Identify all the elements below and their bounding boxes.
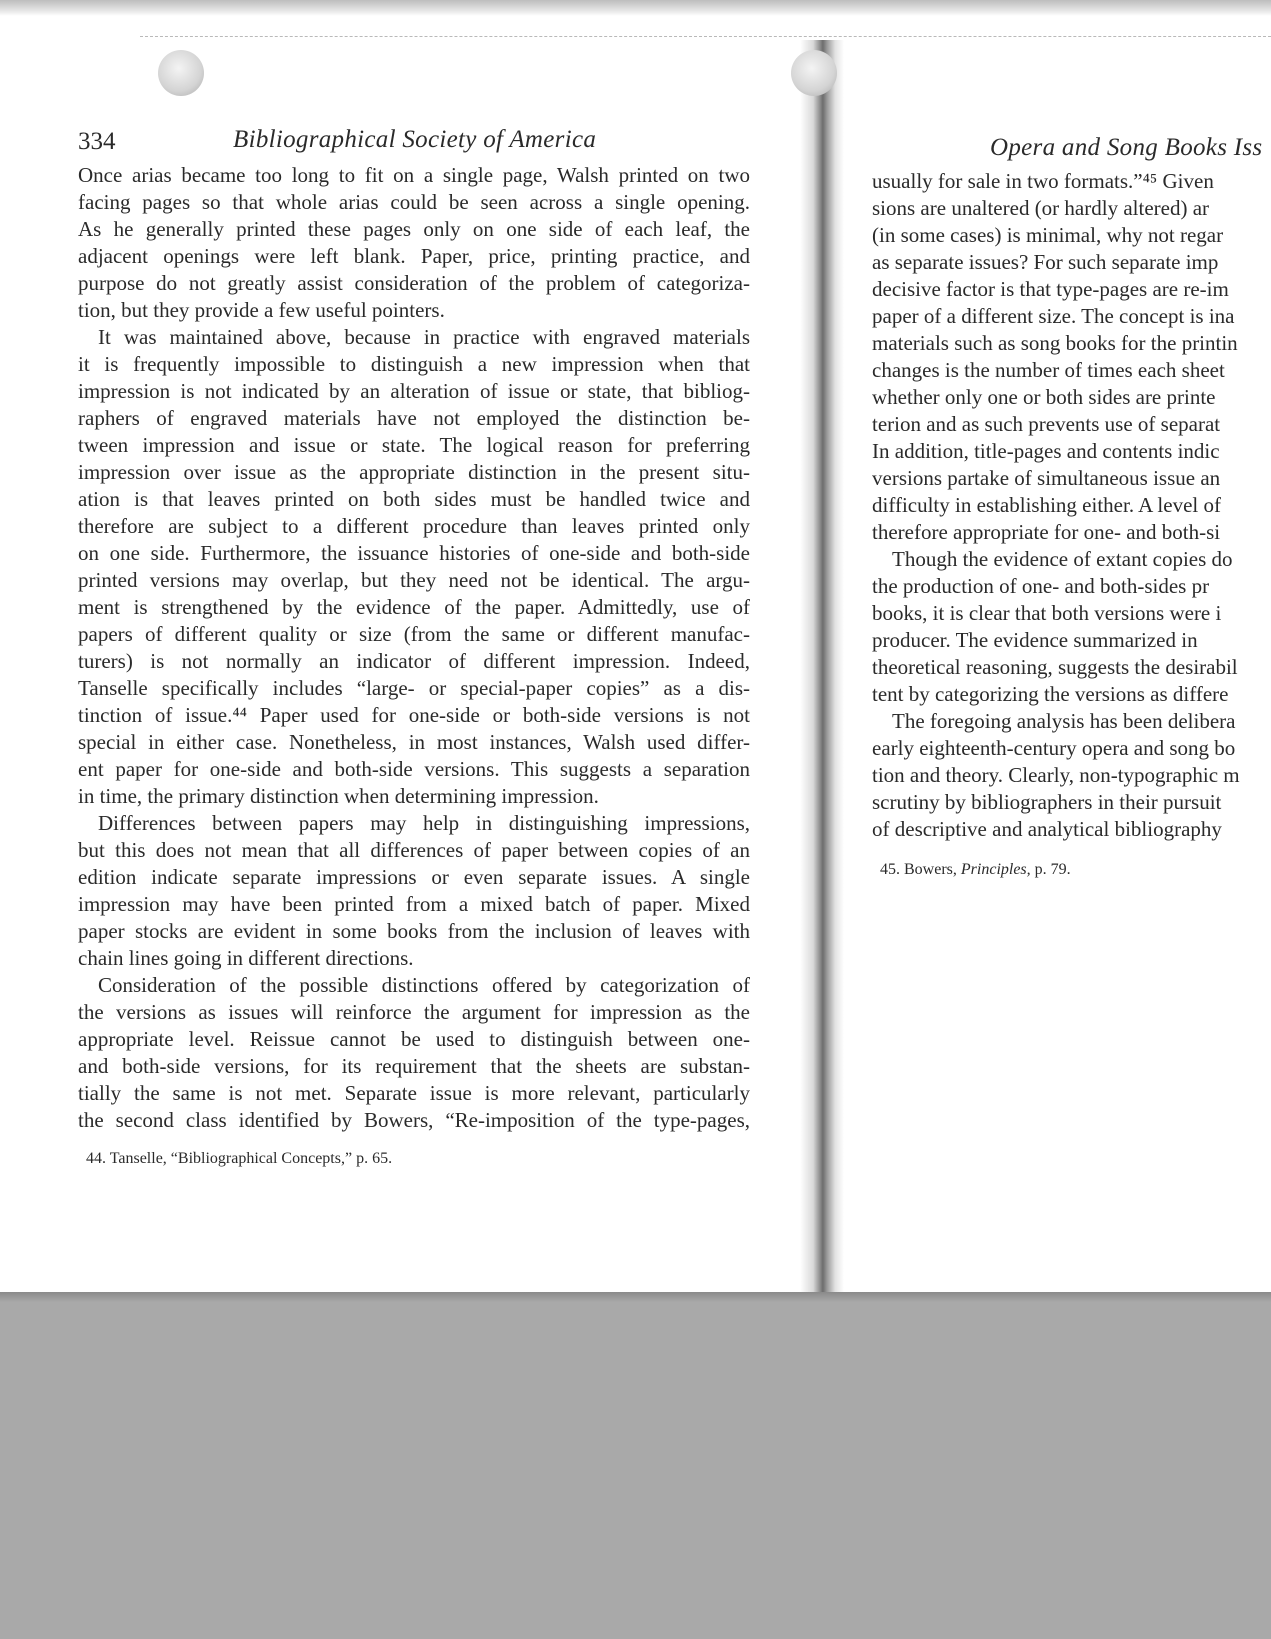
punch-hole-right xyxy=(791,50,837,96)
left-page-text-line: tially the same is not met. Separate issue is more relevant, particularly xyxy=(78,1081,750,1105)
footnote-45-page: p. 79. xyxy=(1034,861,1071,878)
footnote-45-title: Principles, xyxy=(960,861,1031,878)
left-page-text-line: on one side. Furthermore, the issuance histories of one-side and both-side xyxy=(78,541,750,565)
right-page-text-line: decisive factor is that type-pages are re-im xyxy=(872,277,1229,301)
right-page-text-line: paper of a different size. The concept is ina xyxy=(872,304,1235,328)
left-page-header xyxy=(78,124,750,162)
right-page-text-line: producer. The evidence summarized in xyxy=(872,628,1198,652)
left-page-text-line: tion, but they provide a few useful pointers. xyxy=(78,298,445,322)
left-page-text-line: adjacent openings were left blank. Paper, price, printing practice, and xyxy=(78,244,750,268)
right-page-text-line: whether only one or both sides are printe xyxy=(872,385,1216,409)
left-page-text-line: facing pages so that whole arias could be seen across a single opening. xyxy=(78,190,750,214)
left-page-text-line: ment is strengthened by the evidence of the paper. Admittedly, use of xyxy=(78,595,750,619)
right-page-text-line: sions are unaltered (or hardly altered) ar xyxy=(872,196,1210,220)
scan-bottom-shadow xyxy=(0,1292,1271,1302)
left-page-text-line: therefore are subject to a different procedure than leaves printed only xyxy=(78,514,750,538)
left-page-text-line: Differences between papers may help in distinguishing impressions, xyxy=(98,811,750,835)
right-page-text-line: Though the evidence of extant copies do xyxy=(892,547,1233,571)
left-page-text-line: As he generally printed these pages only on one side of each leaf, the xyxy=(78,217,750,241)
footnote-45-number: 45. xyxy=(880,861,900,878)
right-page-text-line: changes is the number of times each sheet xyxy=(872,358,1225,382)
left-page-text-line: ent paper for one-side and both-side versions. This suggests a separation xyxy=(78,757,750,781)
footnote-45 xyxy=(872,859,1271,881)
left-page-text-line: raphers of engraved materials have not employed the distinction be- xyxy=(78,406,750,430)
right-page-text-line: early eighteenth-century opera and song bo xyxy=(872,736,1236,760)
right-page-text-line: versions partake of simultaneous issue an xyxy=(872,466,1221,490)
left-page-text-line: paper stocks are evident in some books from the inclusion of leaves with xyxy=(78,919,750,943)
right-page-text-line: tion and theory. Clearly, non-typographic m xyxy=(872,763,1240,787)
left-page-text-line: tween impression and issue or state. The logical reason for preferring xyxy=(78,433,750,457)
left-page-text-line: in time, the primary distinction when determining impression. xyxy=(78,784,599,808)
left-page-text-line: impression may have been printed from a mixed batch of paper. Mixed xyxy=(78,892,750,916)
left-page-text-line: tinction of issue.⁴⁴ Paper used for one-side or both-side versions is not xyxy=(78,703,750,727)
left-page-text-line: the versions as issues will reinforce the argument for impression as the xyxy=(78,1000,750,1024)
right-page-header xyxy=(872,130,1271,168)
right-page xyxy=(872,130,1271,881)
right-page-text-line: The foregoing analysis has been delibera xyxy=(892,709,1236,733)
right-page-text-line: In addition, title-pages and contents indic xyxy=(872,439,1220,463)
left-page-text-line: turers) is not normally an indicator of different impression. Indeed, xyxy=(78,649,750,673)
page-edge-line xyxy=(140,36,1271,37)
left-page-text-line: ation is that leaves printed on both sides must be handled twice and xyxy=(78,487,750,511)
left-page-text-line: chain lines going in different directions. xyxy=(78,946,414,970)
left-page-text-line: but this does not mean that all differences of paper between copies of an xyxy=(78,838,750,862)
right-page-text-line: therefore appropriate for one- and both-si xyxy=(872,520,1221,544)
running-head-left: Bibliographical Society of America xyxy=(233,126,597,153)
right-page-text-line: as separate issues? For such separate imp xyxy=(872,250,1219,274)
left-page-text-line: printed versions may overlap, but they need not be identical. The argu- xyxy=(78,568,750,592)
left-page-text-line: it is frequently impossible to distinguish a new impression when that xyxy=(78,352,750,376)
right-page-text-line: of descriptive and analytical bibliography xyxy=(872,817,1222,841)
punch-hole-left xyxy=(158,50,204,96)
left-page-text-line: papers of different quality or size (from the same or different manufac- xyxy=(78,622,750,646)
running-head-right: Opera and Song Books Iss xyxy=(990,134,1263,161)
page-number: 334 xyxy=(78,128,116,155)
left-page-text-line: Once arias became too long to fit on a single page, Walsh printed on two xyxy=(78,163,750,187)
right-page-text-line: materials such as song books for the printin xyxy=(872,331,1238,355)
right-page-text-line: theoretical reasoning, suggests the desirabil xyxy=(872,655,1238,679)
right-page-body xyxy=(872,168,1271,843)
left-page-text-line: appropriate level. Reissue cannot be used to distinguish between one- xyxy=(78,1027,750,1051)
left-page-text-line: the second class identified by Bowers, “Re-imposition of the type-pages, xyxy=(78,1108,750,1132)
footnote-45-author: Bowers, xyxy=(904,861,957,878)
left-page xyxy=(78,124,750,1170)
left-page-text-line: purpose do not greatly assist consideration of the problem of categoriza- xyxy=(78,271,750,295)
left-page-body xyxy=(78,162,750,1134)
left-page-text-line: impression is not indicated by an alteration of issue or state, that bibliog- xyxy=(78,379,750,403)
right-page-text-line: books, it is clear that both versions were i xyxy=(872,601,1222,625)
left-page-text-line: edition indicate separate impressions or even separate issues. A single xyxy=(78,865,750,889)
left-page-text-line: Tanselle specifically includes “large- or special-paper copies” as a dis- xyxy=(78,676,750,700)
left-page-text-line: and both-side versions, for its requirement that the sheets are substan- xyxy=(78,1054,750,1078)
left-page-text-line: special in either case. Nonetheless, in most instances, Walsh used differ- xyxy=(78,730,750,754)
right-page-text-line: the production of one- and both-sides pr xyxy=(872,574,1210,598)
left-page-text-line: impression over issue as the appropriate distinction in the present situ- xyxy=(78,460,750,484)
left-page-text-line: It was maintained above, because in practice with engraved materials xyxy=(98,325,750,349)
right-page-text-line: tent by categorizing the versions as differe xyxy=(872,682,1229,706)
footnote-44: 44. Tanselle, “Bibliographical Concepts,” p. 65. xyxy=(86,1150,393,1167)
right-page-text-line: (in some cases) is minimal, why not regar xyxy=(872,223,1224,247)
right-page-text-line: usually for sale in two formats.”⁴⁵ Given xyxy=(872,169,1214,193)
right-page-text-line: difficulty in establishing either. A level of xyxy=(872,493,1221,517)
right-page-text-line: scrutiny by bibliographers in their pursuit xyxy=(872,790,1222,814)
scanner-edge xyxy=(0,0,1271,16)
book-gutter-shadow xyxy=(800,40,844,1300)
right-page-text-line: terion and as such prevents use of separat xyxy=(872,412,1221,436)
left-page-text-line: Consideration of the possible distinctions offered by categorization of xyxy=(98,973,750,997)
